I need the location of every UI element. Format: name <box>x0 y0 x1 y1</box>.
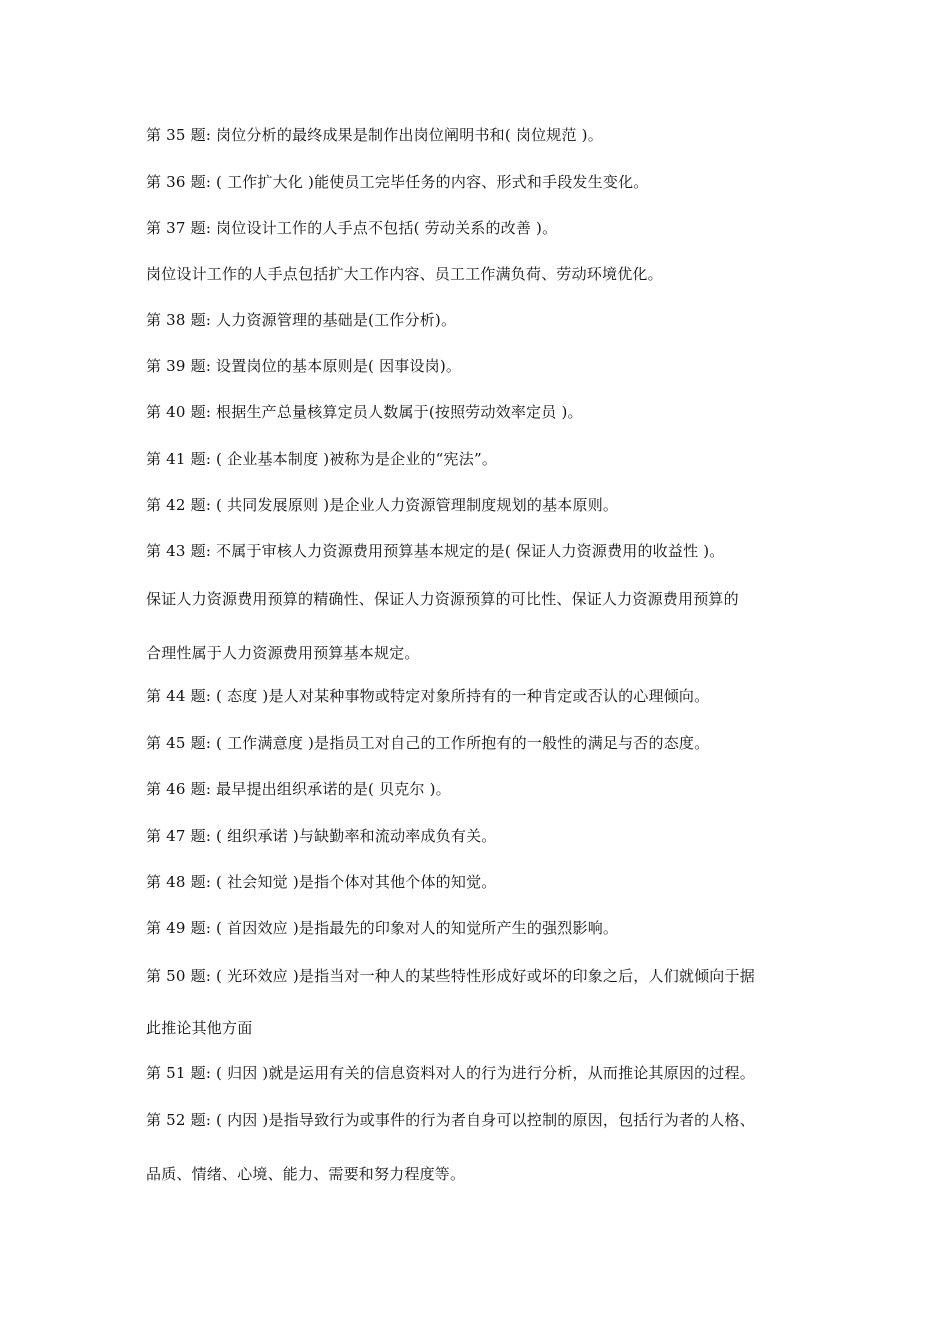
note-43-line-1: 保证人力资源费用预算的精确性、保证人力资源预算的可比性、保证人力资源费用预算的 <box>146 590 739 608</box>
question-39: 第 39 题: 设置岗位的基本原则是( 因事设岗)。 <box>146 357 462 375</box>
question-37: 第 37 题: 岗位设计工作的人手点不包括( 劳动关系的改善 )。 <box>146 219 558 237</box>
note-43-line-2: 合理性属于人力资源费用预算基本规定。 <box>146 644 420 662</box>
question-45: 第 45 题: ( 工作满意度 )是指员工对自己的工作所抱有的一般性的满足与否的态度。 <box>146 734 710 752</box>
question-35: 第 35 题: 岗位分析的最终成果是制作出岗位阐明书和( 岗位规范 )。 <box>146 126 603 144</box>
question-52-line-1: 第 52 题: ( 内因 )是指导致行为或事件的行为者自身可以控制的原因，包括行为者的人格、 <box>146 1111 755 1129</box>
question-47: 第 47 题: ( 组织承诺 )与缺勤率和流动率成负有关。 <box>146 827 497 845</box>
question-51: 第 51 题: ( 归因 )就是运用有关的信息资料对人的行为进行分析，从而推论其原因的过程。 <box>146 1064 755 1082</box>
question-48: 第 48 题: ( 社会知觉 )是指个体对其他个体的知觉。 <box>146 873 497 891</box>
question-42: 第 42 题: ( 共同发展原则 )是企业人力资源管理制度规划的基本原则。 <box>146 496 619 514</box>
question-36: 第 36 题: ( 工作扩大化 )能使员工完毕任务的内容、形式和手段发生变化。 <box>146 173 649 191</box>
question-50-line-1: 第 50 题: ( 光环效应 )是指当对一种人的某些特性形成好或坏的印象之后，人们就倾向于据 <box>146 967 755 985</box>
question-49: 第 49 题: ( 首因效应 )是指最先的印象对人的知觉所产生的强烈影响。 <box>146 919 619 937</box>
question-41: 第 41 题: ( 企业基本制度 )被称为是企业的“宪法”。 <box>146 450 498 468</box>
question-43: 第 43 题: 不属于审核人力资源费用预算基本规定的是( 保证人力资源费用的收益性 )。 <box>146 542 725 560</box>
question-46: 第 46 题: 最早提出组织承诺的是( 贝克尔 )。 <box>146 780 451 798</box>
question-38: 第 38 题: 人力资源管理的基础是(工作分析)。 <box>146 311 457 329</box>
question-44: 第 44 题: ( 态度 )是人对某种事物或特定对象所持有的一种肯定或否认的心理倾向。 <box>146 687 710 705</box>
question-50-line-2: 此推论其他方面 <box>146 1019 253 1037</box>
question-40: 第 40 题: 根据生产总量核算定员人数属于(按照劳动效率定员 )。 <box>146 403 583 421</box>
note-37: 岗位设计工作的人手点包括扩大工作内容、员工工作满负荷、劳动环境优化。 <box>146 265 663 283</box>
question-52-line-2: 品质、情绪、心境、能力、需要和努力程度等。 <box>146 1165 466 1183</box>
